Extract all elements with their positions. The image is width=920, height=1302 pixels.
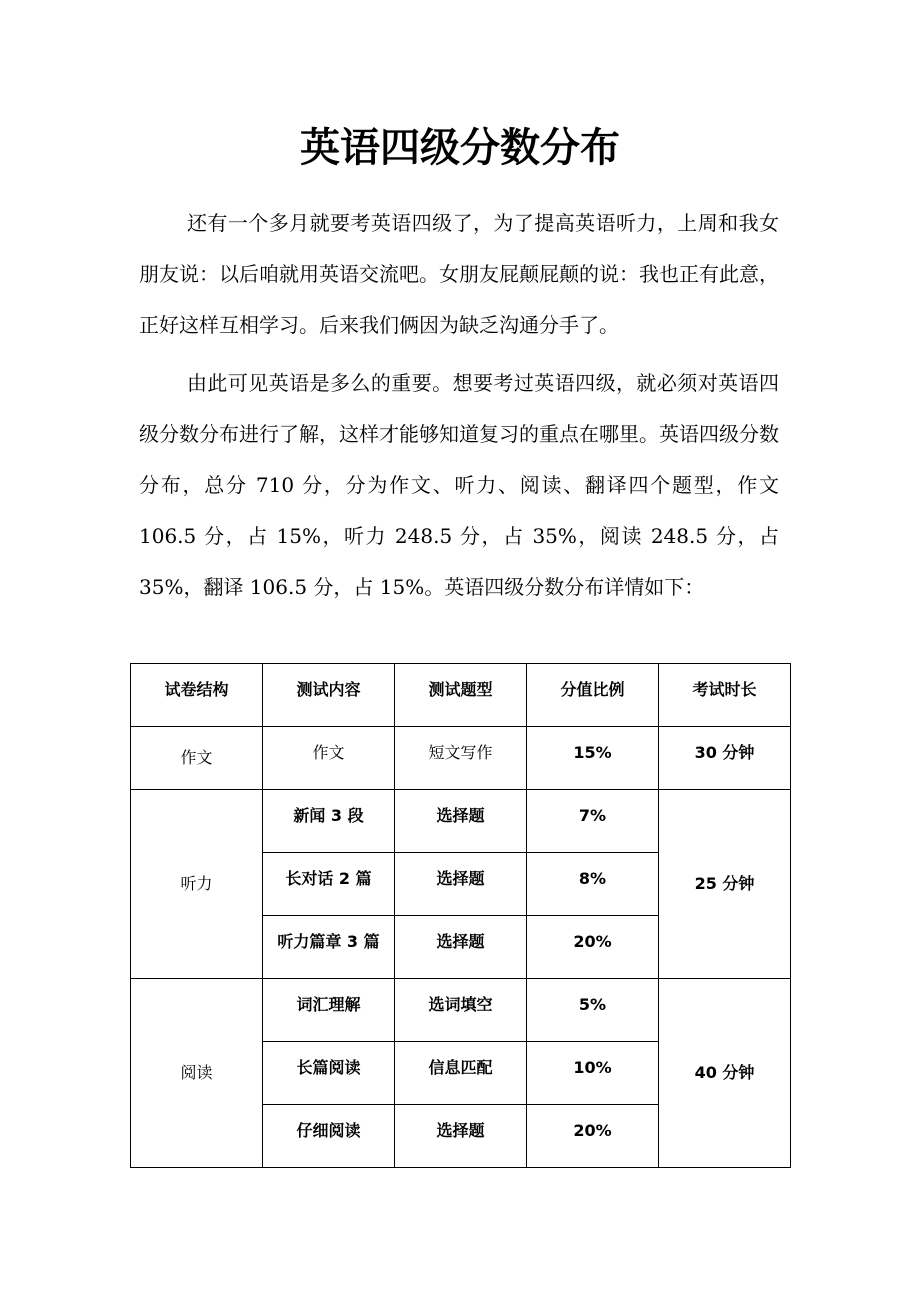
duration-cell: 30 分钟 [659,727,791,790]
content-cell: 词汇理解 [263,979,395,1042]
header-type: 测试题型 [395,664,527,727]
header-structure: 试卷结构 [131,664,263,727]
type-cell: 选词填空 [395,979,527,1042]
score-distribution-table [130,663,791,1168]
document-title: 英语四级分数分布 [300,125,620,171]
duration-cell: 40 分钟 [659,979,791,1168]
structure-cell: 作文 [131,727,263,790]
ratio-cell: 5% [527,979,659,1042]
type-cell: 选择题 [395,916,527,979]
type-cell: 短文写作 [395,727,527,790]
content-cell: 长对话 2 篇 [263,853,395,916]
ratio-cell: 20% [527,916,659,979]
intro-paragraph: 还有一个多月就要考英语四级了，为了提高英语听力，上周和我女朋友说：以后咱就用英语交流吧。女朋友屁颠屁颠的说：我也正有此意，正好这样互相学习。后来我们俩因为缺乏沟通分手了。 [139,211,779,337]
ratio-cell: 15% [527,727,659,790]
content-cell: 长篇阅读 [263,1042,395,1105]
content-cell: 作文 [263,727,395,790]
duration-cell: 25 分钟 [659,790,791,979]
structure-cell: 阅读 [131,979,263,1168]
table-row [131,979,791,1042]
header-duration: 考试时长 [659,664,791,727]
content-cell: 听力篇章 3 篇 [263,916,395,979]
ratio-cell: 20% [527,1105,659,1168]
table-header-row [131,664,791,727]
content-cell: 仔细阅读 [263,1105,395,1168]
type-cell: 信息匹配 [395,1042,527,1105]
type-cell: 选择题 [395,853,527,916]
header-content: 测试内容 [263,664,395,727]
table-row [131,727,791,790]
ratio-cell: 10% [527,1042,659,1105]
type-cell: 选择题 [395,1105,527,1168]
table-row [131,790,791,853]
score-summary-paragraph: 由此可见英语是多么的重要。想要考过英语四级，就必须对英语四级分数分布进行了解，这样才能够知道复习的重点在哪里。英语四级分数分布，总分 710 分，分为作文、听力、阅读、翻译四个题型，作文 106.5 分，占 15%，听力 248.5 分，占 35%，阅读 248.5 分，占 35%，翻译 106.5 分，占 15%。英语四级分数分布详情如下： [139,371,779,599]
header-ratio: 分值比例 [527,664,659,727]
content-cell: 新闻 3 段 [263,790,395,853]
ratio-cell: 7% [527,790,659,853]
structure-cell: 听力 [131,790,263,979]
type-cell: 选择题 [395,790,527,853]
ratio-cell: 8% [527,853,659,916]
